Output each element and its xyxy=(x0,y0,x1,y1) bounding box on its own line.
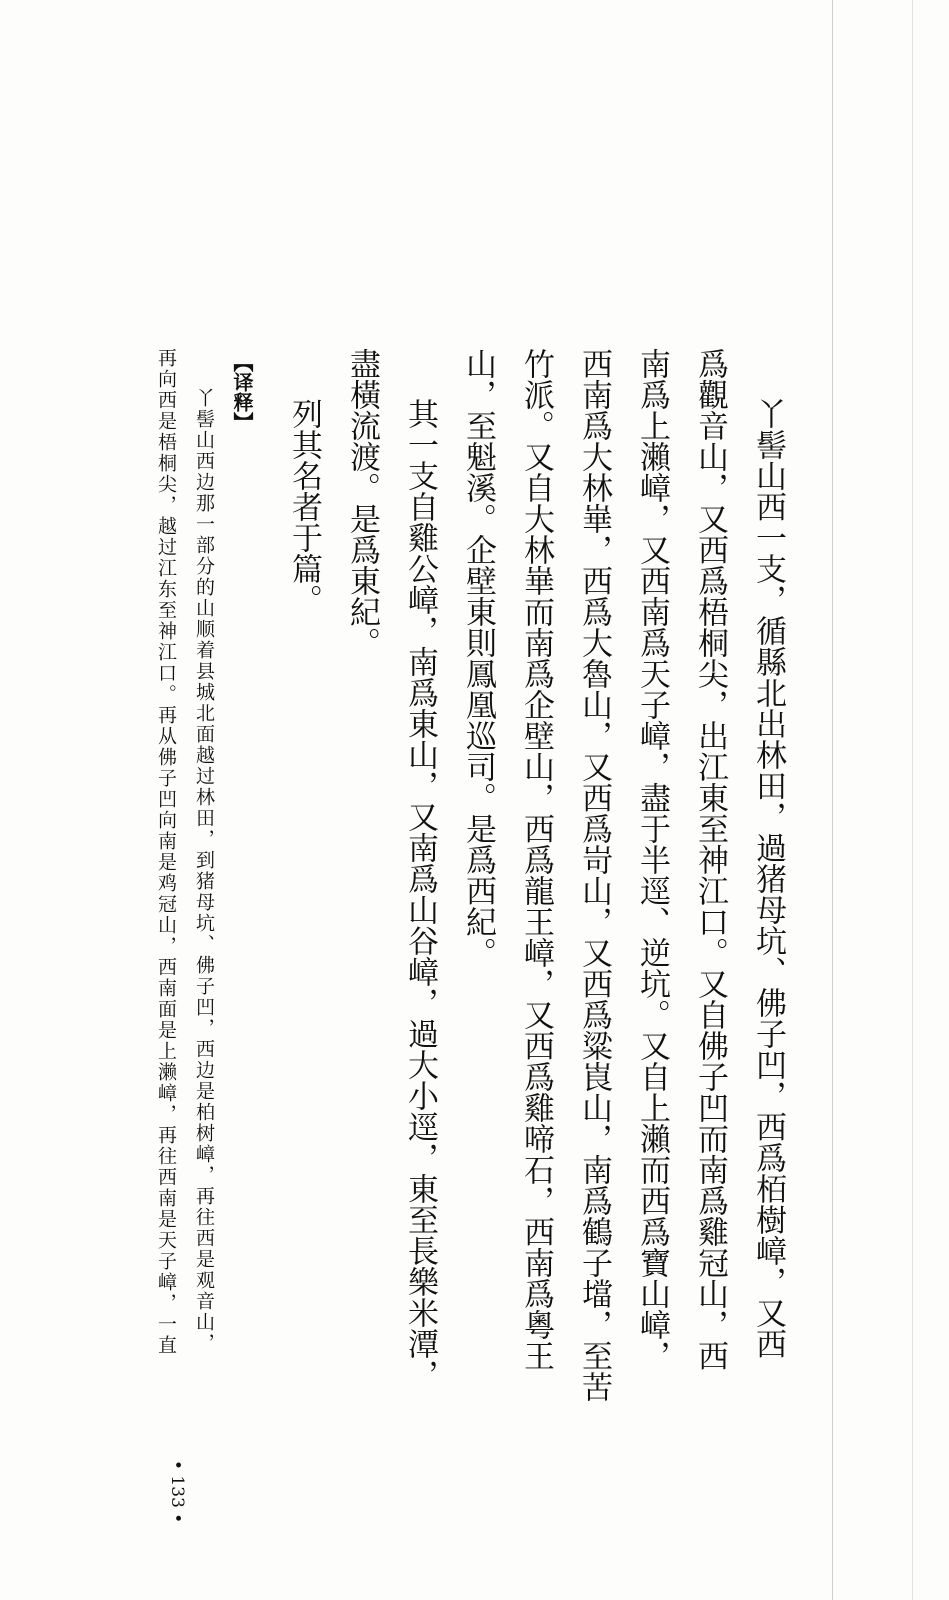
page-edge-line xyxy=(832,0,833,1600)
translation-line-2: 再向西是梧桐尖，越过江东至神江口。再从佛子凹向南是鸡冠山，西南面是上濑嶂，再往西南是天子嶂，一直 xyxy=(155,348,177,1356)
main-text-line-8: 盡橫流渡。是爲東紀。 xyxy=(344,348,380,658)
main-text-line-3: 南爲上瀨嶂，又西南爲天子嶂，盡于半逕、逆坑。又自上瀨而西爲寶山嶂， xyxy=(634,348,670,1371)
main-text-line-6: 山，至魁溪。企壁東則鳳凰巡司。是爲西紀。 xyxy=(460,348,496,968)
page-edge-line-outer xyxy=(912,0,913,1600)
main-text-line-1: 丫髻山西一支，循縣北出林田，過猪母坑、佛子凹，西爲栢樹嶂，又西 xyxy=(750,398,786,1359)
main-text-line-4: 西南爲大林崋，西爲大魯山，又西爲岢山，又西爲粱崀山，南爲鶴子壋，至苦 xyxy=(576,348,612,1402)
translation-line-1: 丫髻山西边那一部分的山顺着县城北面越过林田，到猪母坑、佛子凹，西边是柏树嶂，再往西是观音山， xyxy=(193,388,215,1354)
main-text-line-9: 列其名者于篇。 xyxy=(286,398,322,615)
main-text-line-5: 竹派。又自大林崋而南爲企壁山，西爲龍王嶂，又西爲雞啼石，西南爲粵王 xyxy=(518,348,554,1371)
main-text-line-2: 爲觀音山，又西爲梧桐尖，出江東至神江口。又自佛子凹而南爲雞冠山，西 xyxy=(692,348,728,1371)
page-number: • 133 • xyxy=(167,1460,187,1524)
main-text-line-7: 其一支自雞公嶂，南爲東山，又南爲山谷嶂，過大小逕，東至長樂米潭， xyxy=(402,398,438,1390)
translation-heading: 【译释】 xyxy=(230,352,254,432)
